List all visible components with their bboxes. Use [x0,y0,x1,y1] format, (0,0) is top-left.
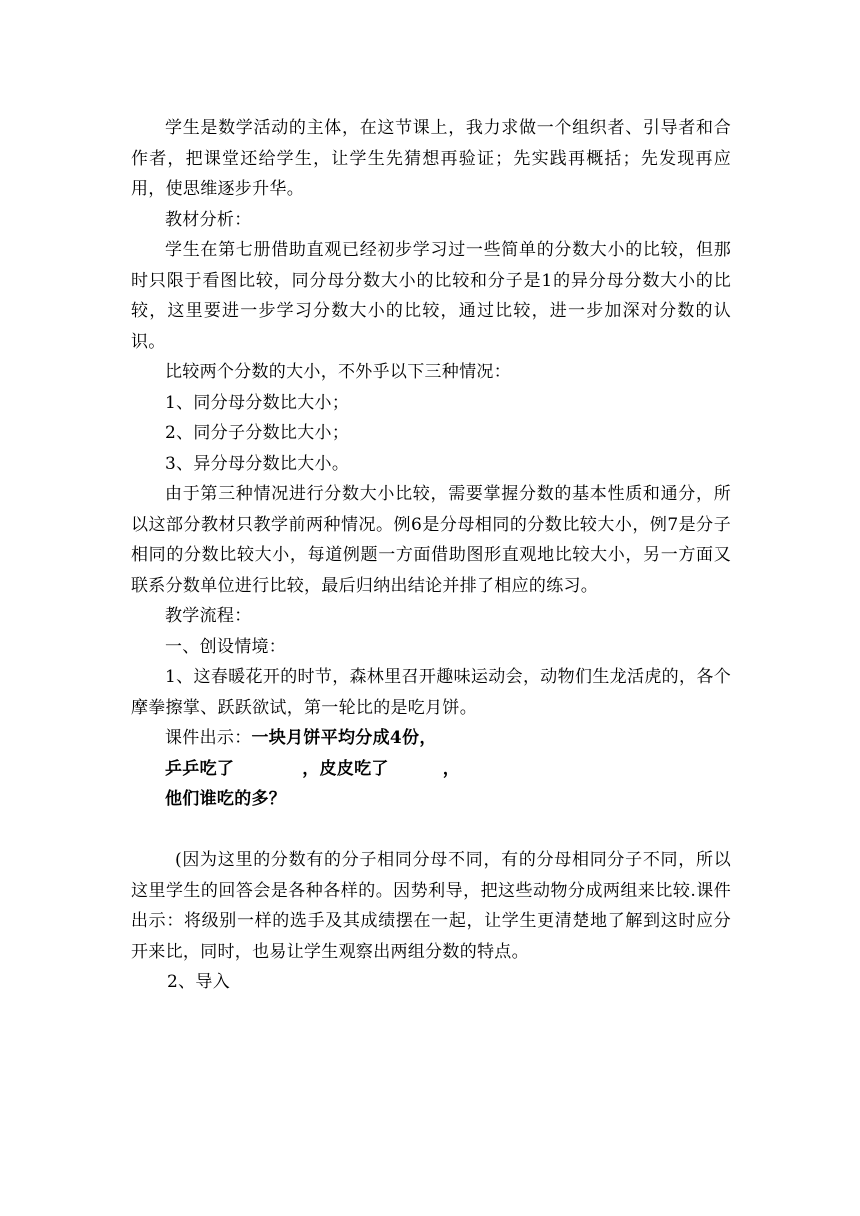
section-1-heading: 一、创设情境： [165,636,287,657]
section-1-item-2: 2、导入 [167,972,231,992]
courseware-label: 课件出示： [165,728,252,748]
case-explanation-paragraph: 由于第三种情况进行分数大小比较，需要掌握分数的基本性质和通分，所以这部分教材只教学前两种情况。例6是分母相同的分数比较大小，例7是分子相同的分数比较大小，每道例题一方面借助图形直观地比较大小，另一方面又联系分数单位进行比较，最后归纳出结论并排了相应的练习。 [131,484,731,596]
intro-paragraph: 学生是数学活动的主体，在这节课上，我力求做一个组织者、引导者和合作者，把课堂还给学生，让学生先猜想再验证；先实践再概括；先发现再应用，使思维逐步升华。 [131,118,731,199]
section-1-item-1: 1、这春暖花开的时节，森林里召开趣味运动会，动物们生龙活虎的，各个摩拳擦掌、跃跃欲试，第一轮比的是吃月饼。 [131,667,731,718]
case-item-2: 2、同分子分数比大小； [165,423,350,443]
courseware-line-3: 他们谁吃的多？ [165,789,287,809]
case-item-1: 1、同分母分数比大小； [165,392,350,413]
teaching-note-paragraph: (因为这里的分数有的分子相同分母不同，有的分母相同分子不同，所以这里学生的回答会是各种各样的。因势利导，把这些动物分成两组来比较.课件出示：将级别一样的选手及其成绩摆在一起，让学生更清楚地了解到这时应分开来比，同时，也易让学生观察出两组分数的特点。 [131,850,731,962]
courseware-text-2a: 乒乒吃了 [165,758,235,779]
blank-line [131,815,731,846]
courseware-text-1: 一块月饼平均分成4份， [251,728,437,748]
case-item-3: 3、异分母分数比大小。 [165,453,350,474]
courseware-line-2 [131,754,731,785]
cases-intro: 比较两个分数的大小，不外乎以下三种情况： [165,362,511,382]
process-heading: 教学流程： [165,606,252,626]
courseware-text-2b: ，皮皮吃了 [302,758,389,779]
courseware-text-2c: ， [442,758,461,779]
analysis-heading: 教材分析： [165,209,252,230]
analysis-paragraph: 学生在第七册借助直观已经初步学习过一些简单的分数大小的比较，但那时只限于看图比较，同分母分数大小的比较和分子是1的异分母分数大小的比较，这里要进一步学习分数大小的比较，通过比较，进一步加深对分数的认识。 [131,240,731,352]
courseware-line-1 [131,723,731,754]
document-body [131,113,731,998]
